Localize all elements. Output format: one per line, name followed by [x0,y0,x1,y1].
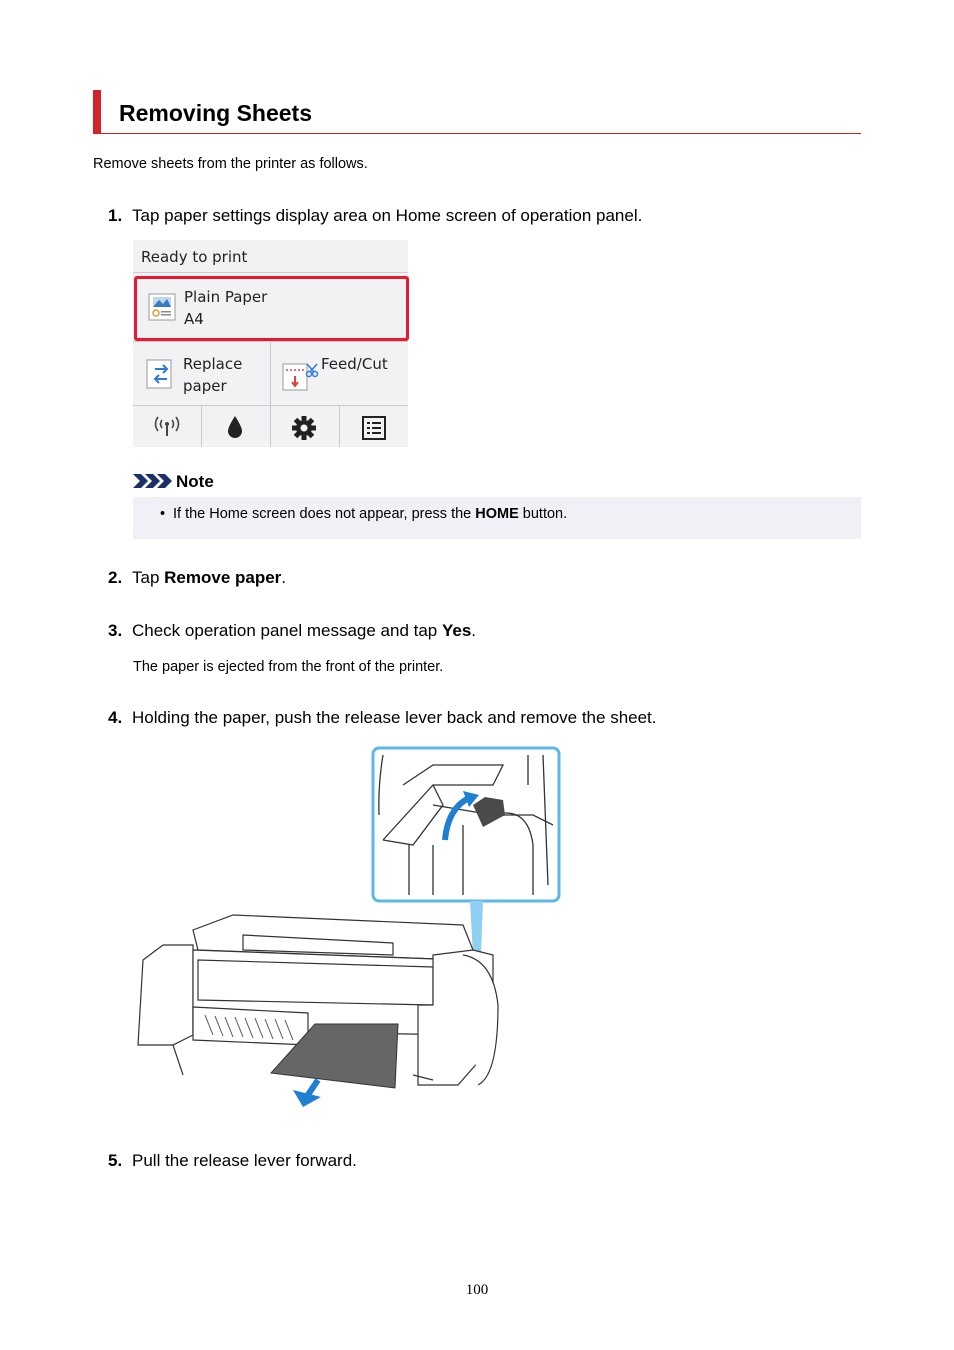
wireless-icon [151,416,183,438]
paper-type: Plain Paper [184,288,268,306]
replace-label-2: paper [183,377,227,395]
step-3-subtext: The paper is ejected from the front of the printer. [133,659,444,675]
step-1 [108,205,642,227]
job-list-icon [362,416,386,440]
bullet: • [160,506,166,522]
step-5: 5. Pull the release lever forward. [108,1151,357,1170]
settings-gear-icon [291,415,317,441]
replace-paper-icon [145,358,175,390]
note-title: Note [176,472,214,491]
heading-accent-bar [93,90,101,133]
printer-release-lever-illustration [133,745,563,1115]
step-4: 4. Holding the paper, push the release lever back and remove the sheet. [108,708,657,727]
note-arrows-icon [133,473,173,489]
page-title: Removing Sheets [119,100,312,126]
paper-settings-area [134,276,409,341]
step-text: Tap paper settings display area on Home screen of operation panel. [132,206,643,225]
feed-cut-label: Feed/Cut [321,355,388,373]
intro-text: Remove sheets from the printer as follows. [93,156,368,172]
ink-drop-icon [227,415,243,439]
remove-paper-term: Remove paper [164,568,282,587]
step-number: 1. [108,206,123,225]
note-box [133,497,861,539]
paper-icon [147,292,177,322]
yes-term: Yes [441,621,472,640]
section-heading [93,90,861,134]
note-item: • If the Home screen does not appear, press the HOME button. [160,506,568,522]
replace-label-1: Replace [183,355,243,373]
step-3: 3. Check operation panel message and tap Yes. [108,621,477,640]
page-number: 100 [465,1282,489,1298]
feed-cut-icon [281,358,321,392]
step-2: 2. Tap Remove paper. [108,568,287,587]
operation-panel-screenshot [133,240,408,447]
status-text: Ready to print [141,248,248,266]
paper-size: A4 [184,310,204,328]
